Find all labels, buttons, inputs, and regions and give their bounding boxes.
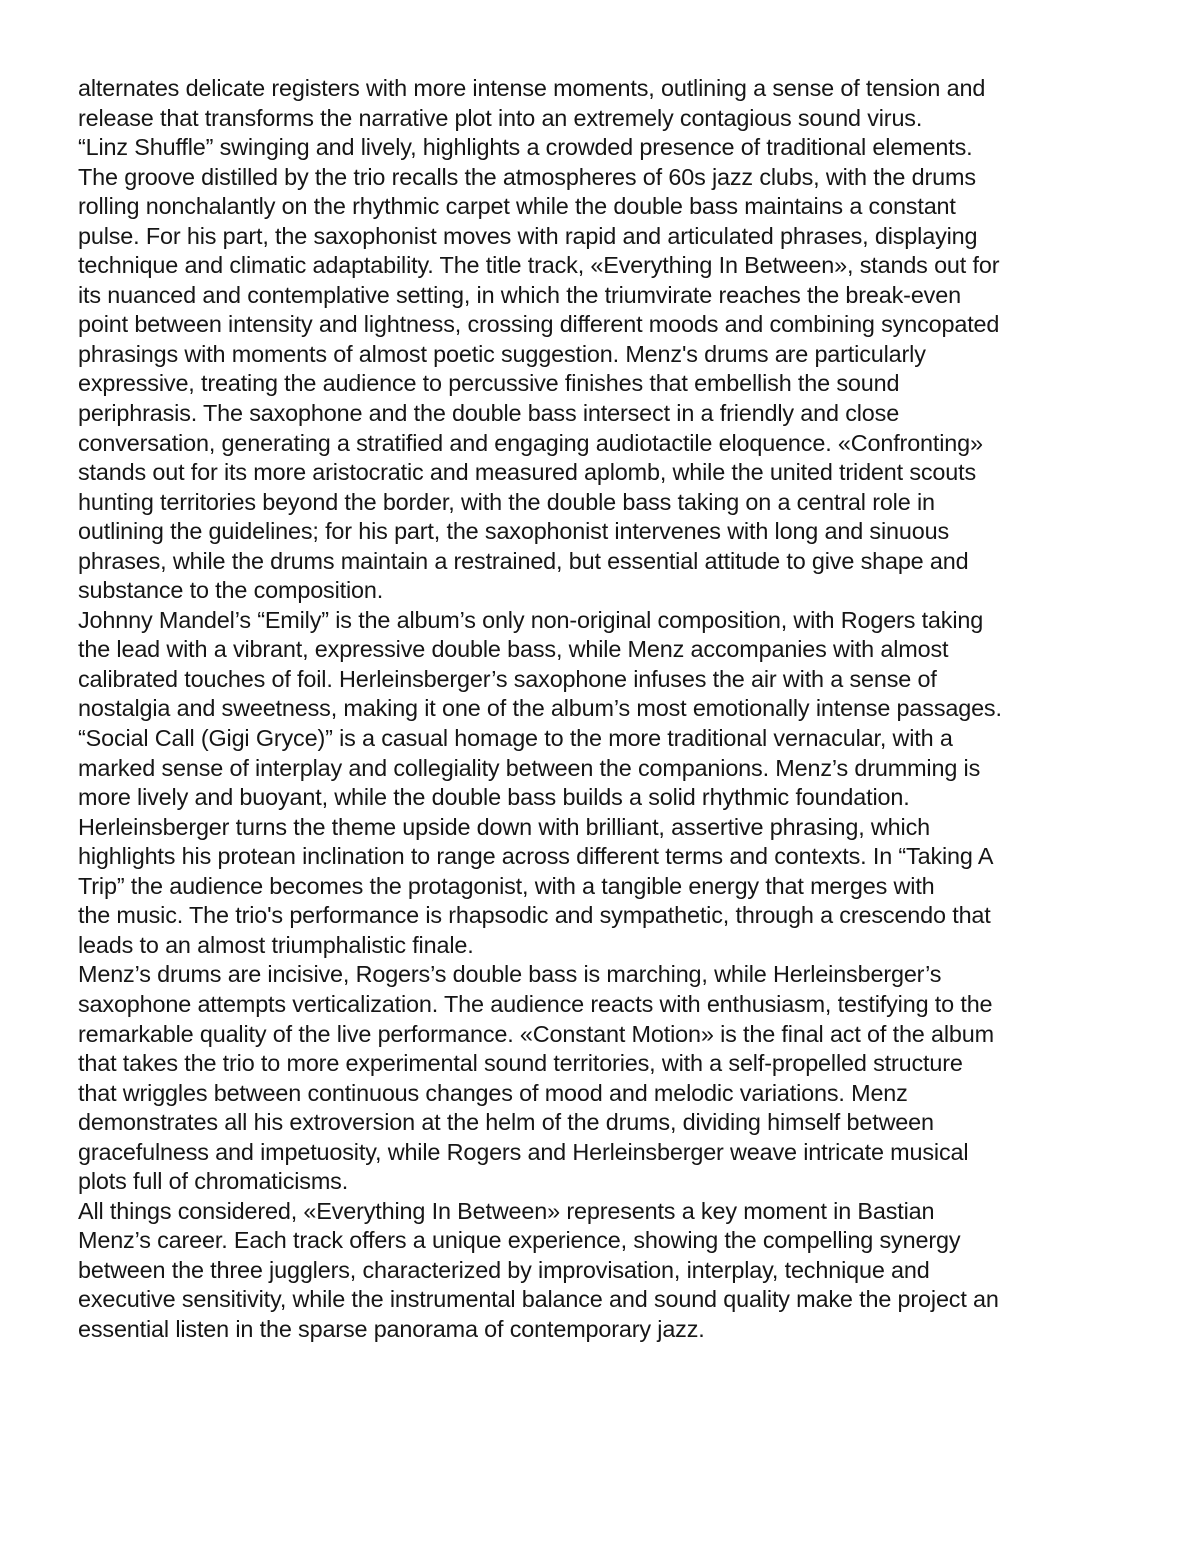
text-line: alternates delicate registers with more intense moments, outlining a sense of tension and (78, 75, 986, 101)
text-line: the lead with a vibrant, expressive double bass, while Menz accompanies with almost (78, 636, 949, 663)
text-line: leads to an almost triumphalistic finale. (78, 931, 474, 958)
text-line: that takes the trio to more experimental sound territories, with a self-propelled structure (78, 1050, 963, 1077)
article-body (78, 74, 1138, 1345)
text-line: outlining the guidelines; for his part, the saxophonist intervenes with long and sinuous (78, 518, 950, 545)
text-line: calibrated touches of foil. Herleinsberger’s saxophone infuses the air with a sense of (78, 665, 937, 692)
text-line: substance to the composition. (78, 577, 384, 604)
text-line: rolling nonchalantly on the rhythmic carpet while the double bass maintains a constant (78, 193, 956, 220)
text-line: that wriggles between continuous changes of mood and melodic variations. Menz (78, 1079, 908, 1106)
text-line: Menz’s drums are incisive, Rogers’s double bass is marching, while Herleinsberger’s (78, 961, 942, 988)
text-line: nostalgia and sweetness, making it one of the album’s most emotionally intense passages. (78, 695, 1002, 722)
text-line: expressive, treating the audience to percussive finishes that embellish the sound (78, 370, 900, 397)
text-line: more lively and buoyant, while the double bass builds a solid rhythmic foundation. (78, 784, 910, 811)
text-line: point between intensity and lightness, crossing different moods and combining syncopated (78, 311, 1000, 338)
text-line: All things considered, «Everything In Between» represents a key moment in Bastian (78, 1197, 935, 1224)
text-line: The groove distilled by the trio recalls the atmospheres of 60s jazz clubs, with the drums (78, 163, 976, 190)
text-line: the music. The trio's performance is rhapsodic and sympathetic, through a crescendo that (78, 902, 991, 929)
text-line: its nuanced and contemplative setting, in which the triumvirate reaches the break-even (78, 281, 961, 308)
text-line: Trip” the audience becomes the protagonist, with a tangible energy that merges with (78, 872, 935, 899)
text-line: plots full of chromaticisms. (78, 1168, 349, 1195)
text-line: gracefulness and impetuosity, while Rogers and Herleinsberger weave intricate musical (78, 1138, 969, 1165)
text-line: Herleinsberger turns the theme upside down with brilliant, assertive phrasing, which (78, 813, 930, 840)
text-line: phrases, while the drums maintain a restrained, but essential attitude to give shape and (78, 547, 969, 574)
text-line: technique and climatic adaptability. The title track, «Everything In Between», stands out for (78, 252, 1000, 279)
text-line: Menz’s career. Each track offers a unique experience, showing the compelling synergy (78, 1227, 961, 1254)
text-line: highlights his protean inclination to range across different terms and contexts. In “Taking A (78, 843, 994, 870)
text-line: saxophone attempts verticalization. The audience reacts with enthusiasm, testifying to the (78, 990, 993, 1017)
text-line: release that transforms the narrative plot into an extremely contagious sound virus. (78, 104, 923, 131)
text-line: “Linz Shuffle” swinging and lively, highlights a crowded presence of traditional elements. (78, 134, 973, 161)
text-line: phrasings with moments of almost poetic suggestion. Menz's drums are particularly (78, 340, 926, 367)
text-line: marked sense of interplay and collegiality between the companions. Menz’s drumming is (78, 754, 981, 781)
text-line: stands out for its more aristocratic and measured aplomb, while the united trident scouts (78, 459, 977, 486)
text-line: executive sensitivity, while the instrumental balance and sound quality make the project an (78, 1286, 999, 1313)
text-line: essential listen in the sparse panorama of contemporary jazz. (78, 1315, 705, 1342)
text-line: “Social Call (Gigi Gryce)” is a casual homage to the more traditional vernacular, with a (78, 725, 953, 752)
text-line: demonstrates all his extroversion at the helm of the drums, dividing himself between (78, 1109, 934, 1136)
text-line: hunting territories beyond the border, with the double bass taking on a central role in (78, 488, 935, 515)
text-line: periphrasis. The saxophone and the double bass intersect in a friendly and close (78, 400, 900, 427)
text-line: remarkable quality of the live performance. «Constant Motion» is the final act of the album (78, 1020, 994, 1047)
text-line: between the three jugglers, characterized by improvisation, interplay, technique and (78, 1256, 930, 1283)
text-line: conversation, generating a stratified and engaging audiotactile eloquence. «Confronting» (78, 429, 983, 456)
text-line: pulse. For his part, the saxophonist moves with rapid and articulated phrases, displaying (78, 222, 978, 249)
text-line: Johnny Mandel’s “Emily” is the album’s only non-original composition, with Rogers taking (78, 606, 984, 633)
